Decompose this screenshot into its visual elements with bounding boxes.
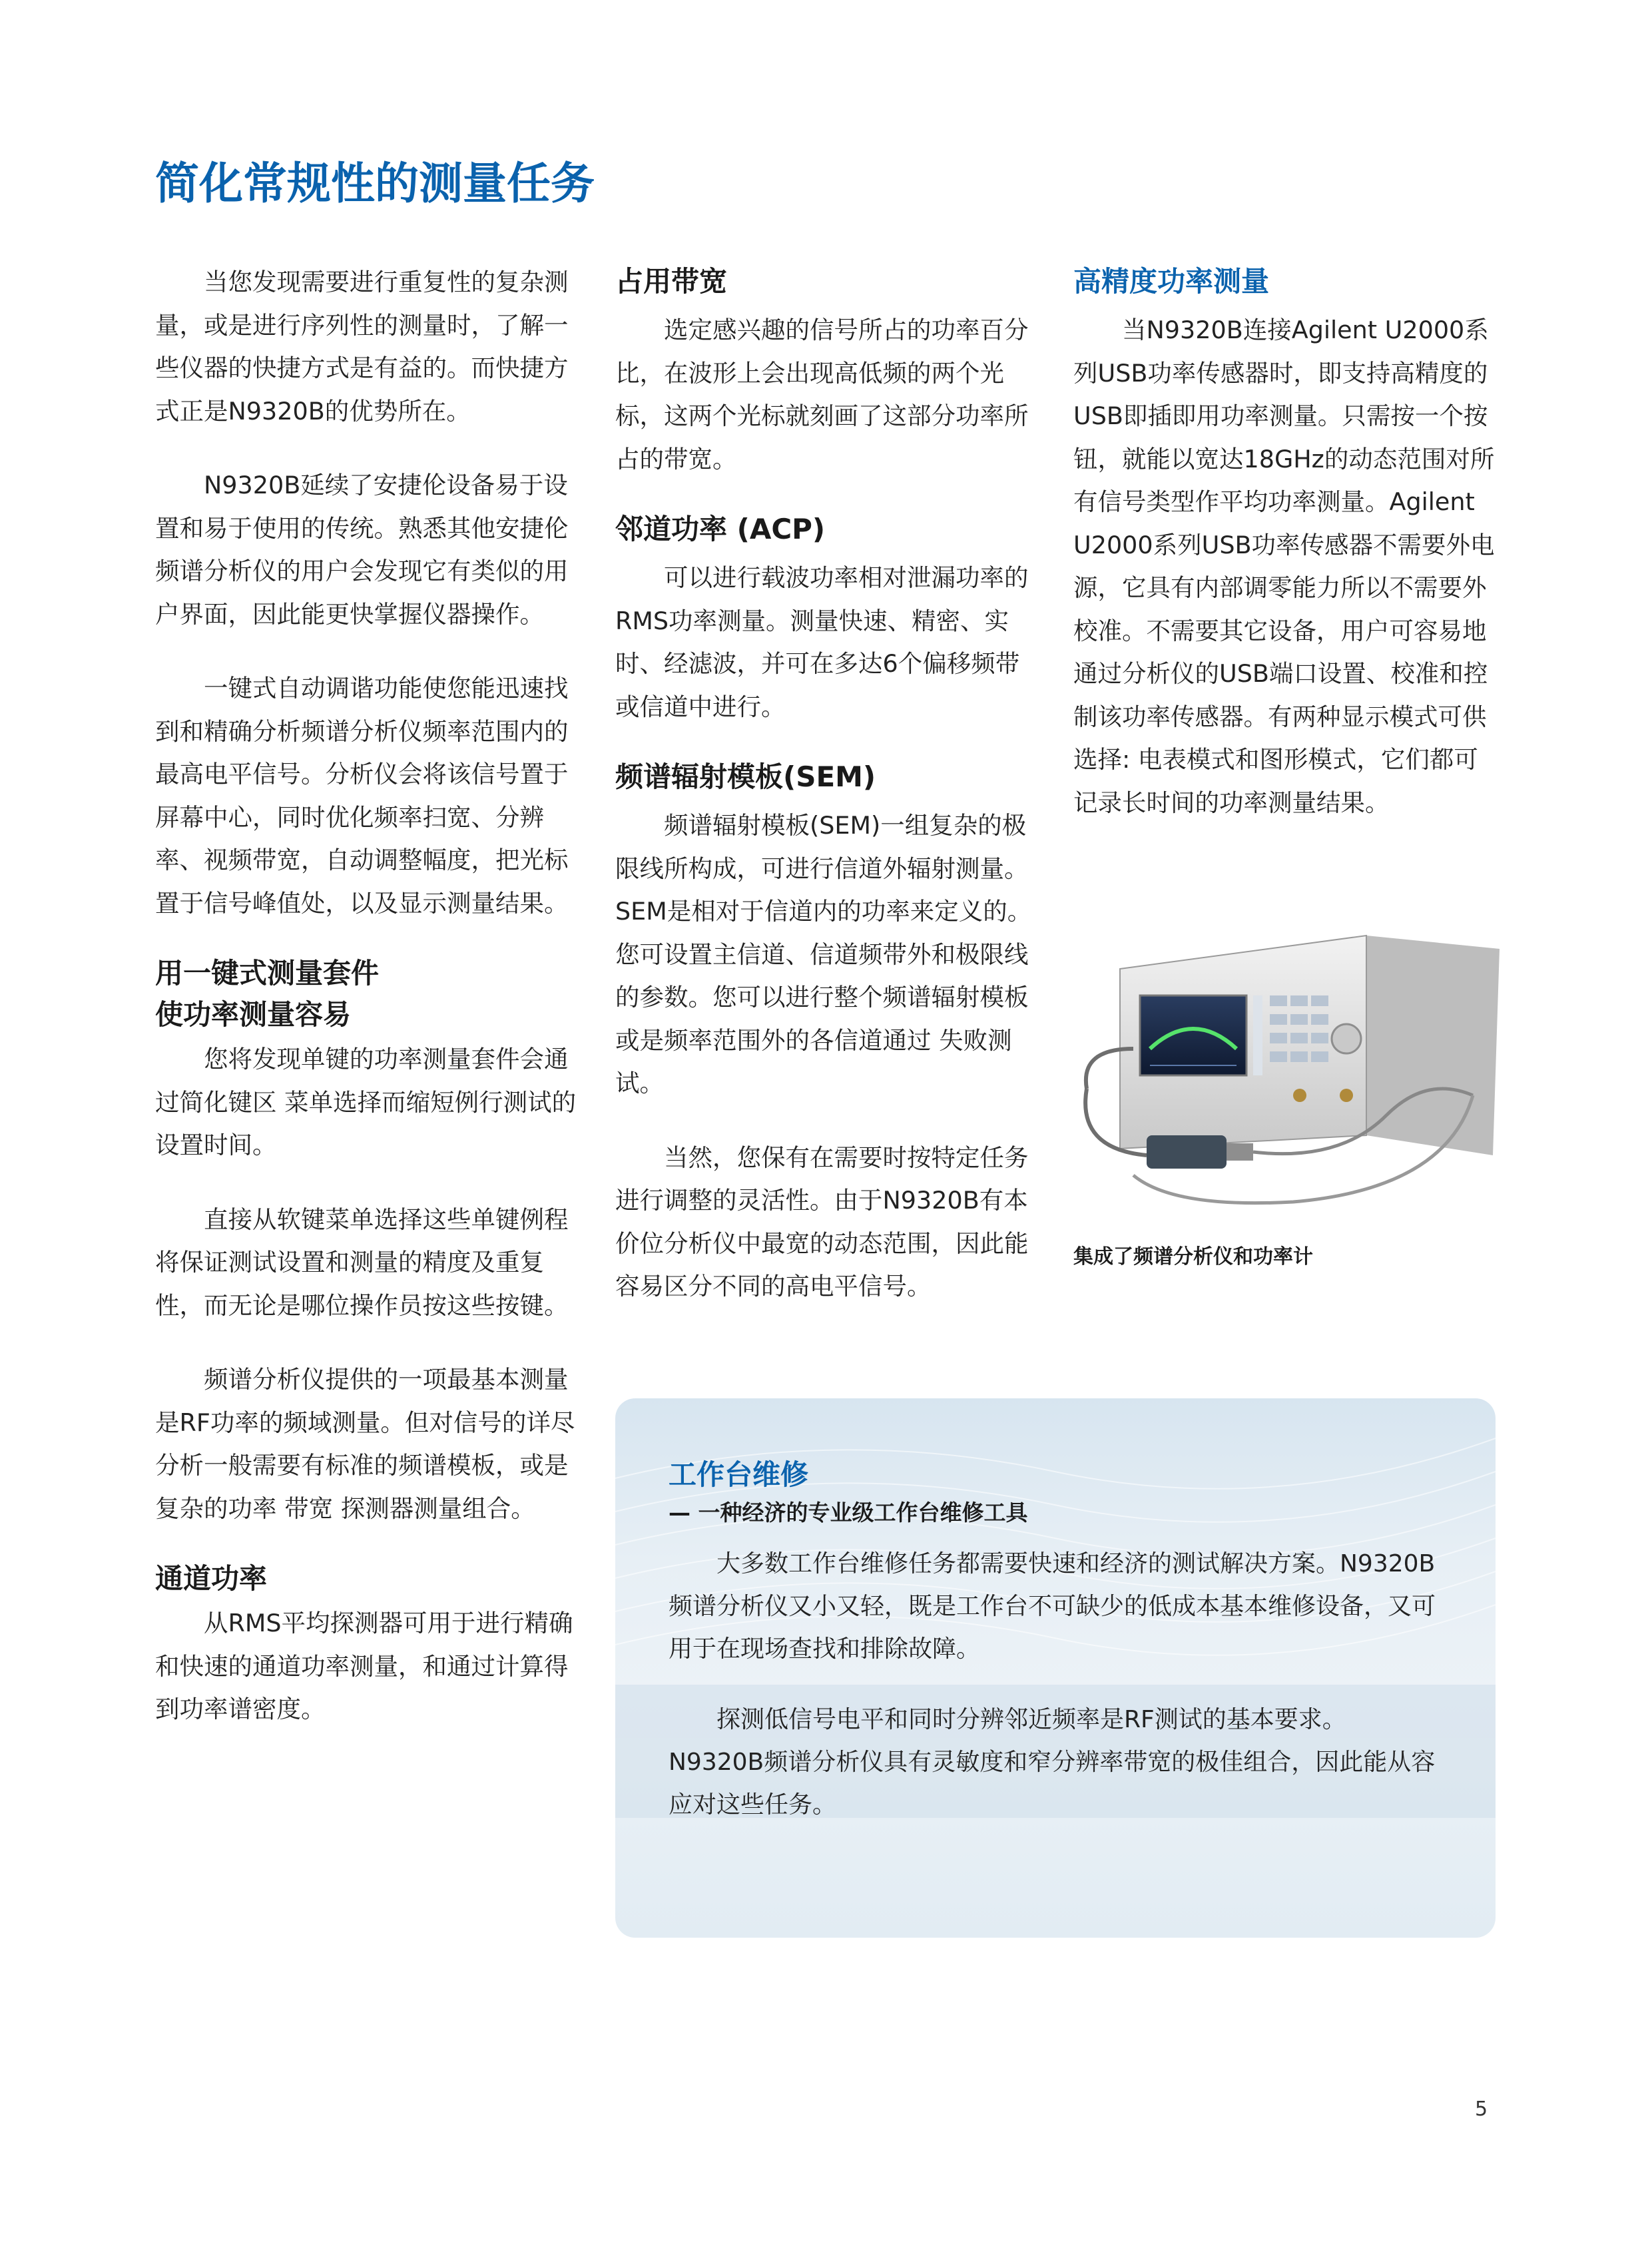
paragraph-occupied-bandwidth: 选定感兴趣的信号所占的功率百分比，在波形上会出现高低频的两个光标，这两个光标就刻画了这部分功率所占的带宽。: [615, 316, 1029, 473]
photo-caption: 集成了频谱分析仪和功率计: [1073, 1245, 1313, 1268]
paragraph-power-suite: 您将发现单键的功率测量套件会通过简化键区 菜单选择而缩短例行测试的设置时间。: [155, 1045, 577, 1159]
heading-one-key-line1: 用一键式测量套件: [155, 957, 380, 989]
panel-paragraph-bench: 大多数工作台维修任务都需要快速和经济的测试解决方案。N9320B频谱分析仪又小又轻，既是工作台不可缺少的低成本基本维修设备，又可用于在现场查找和排除故障。: [669, 1550, 1436, 1663]
panel-content: [669, 1455, 1441, 1826]
paragraph-ease-of-use: N9320B延续了安捷伦设备易于设置和易于使用的传统。熟悉其他安捷伦频谱分析仪的用户会发现它有类似的用户界面，因此能更快掌握仪器操作。: [155, 471, 569, 629]
panel-subtitle: — 一种经济的专业级工作台维修工具: [669, 1500, 1028, 1526]
column-left: [155, 261, 581, 1731]
paragraph-channel-power: 从RMS平均探测器可用于进行精确和快速的通道功率测量，和通过计算得到功率谱密度。: [155, 1609, 573, 1723]
bench-repair-panel: [615, 1398, 1496, 1938]
heading-occupied-bandwidth: 占用带宽: [615, 265, 728, 298]
paragraph-sem: 频谱辐射模板(SEM)一组复杂的极限线所构成，可进行信道外辐射测量。SEM是相对于信道内的功率来定义的。您可设置主信道、信道频带外和极限线的参数。您可以进行整个频谱辐射模板或是频率范围外的各信道通过 失败测试。: [615, 811, 1032, 1097]
heading-sem: 频谱辐射模板(SEM): [615, 760, 876, 793]
page-title: 简化常规性的测量任务: [155, 158, 595, 209]
analyzer-photo: [1073, 896, 1500, 1229]
paragraph-acp: 可以进行载波功率相对泄漏功率的RMS功率测量。测量快速、精密、实时、经滤波，并可在多达6个偏移频带或信道中进行。: [615, 563, 1029, 721]
page-number: 5: [1475, 2098, 1488, 2121]
heading-acp: 邻道功率 (ACP): [615, 513, 826, 545]
panel-paragraph-sensitivity: 探测低信号电平和同时分辨邻近频率是RF测试的基本要求。N9320B频谱分析仪具有灵敏度和窄分辨率带宽的极佳组合，因此能从容应对这些任务。: [669, 1706, 1436, 1819]
paragraph-auto-tune: 一键式自动调谐功能使您能迅速找到和精确分析频谱分析仪频率范围内的最高电平信号。分析仪会将该信号置于屏幕中心，同时优化频率扫宽、分辨率、视频带宽，自动调整幅度，把光标置于信号峰值处，以及显示测量结果。: [155, 674, 569, 918]
panel-title: 工作台维修: [669, 1458, 809, 1491]
heading-channel-power: 通道功率: [155, 1562, 268, 1595]
paragraph-shortcuts: 当您发现需要进行重复性的复杂测量，或是进行序列性的测量时，了解一些仪器的快捷方式是有益的。而快捷方式正是N9320B的优势所在。: [155, 268, 569, 425]
column-middle: [615, 261, 1039, 1308]
paragraph-rf-power: 频谱分析仪提供的一项最基本测量是RF功率的频域测量。但对信号的详尽分析一般需要有标准的频谱模板，或是复杂的功率 带宽 探测器测量组合。: [155, 1365, 575, 1523]
paragraph-softkey-routines: 直接从软键菜单选择这些单键例程将保证测试设置和测量的精度及重复性，而无论是哪位操作员按这些按键。: [155, 1205, 569, 1320]
heading-one-key-line2: 使功率测量容易: [155, 998, 352, 1031]
paragraph-power-measurement: 当N9320B连接Agilent U2000系列USB功率传感器时，即支持高精度的USB即插即用功率测量。只需按一个按钮，就能以宽达18GHz的动态范围对所有信号类型作平均功率测量。Agilent U2000系列USB功率传感器不需要外电源，它具有内部调零能力所以不需要外校准。不需要其它设备，用户可容易地通过分析仪的USB端口设置、校准和控制该功率传感器。有两种显示模式可供选择: 电表模式和图形模式，它们都可记录长时间的功率测量结果。: [1073, 316, 1495, 817]
heading-one-key-measurement: [155, 953, 581, 1035]
paragraph-flexibility: 当然，您保有在需要时按特定任务进行调整的灵活性。由于N9320B有本价位分析仪中最宽的动态范围，因此能容易区分不同的高电平信号。: [615, 1143, 1029, 1300]
heading-power-measurement: 高精度功率测量: [1073, 265, 1270, 298]
column-right: [1073, 261, 1500, 824]
